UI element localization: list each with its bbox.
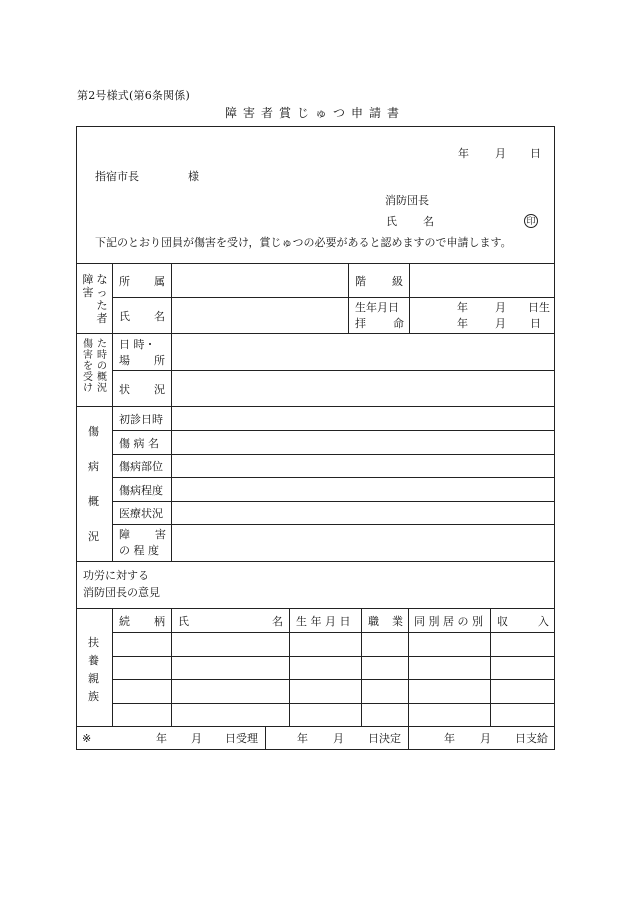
situation-label: 状 況	[119, 382, 165, 396]
decided-year: 年	[297, 732, 308, 745]
disability-label-2: の 程 度	[119, 544, 159, 557]
condition-vert-1: 傷	[88, 425, 99, 438]
opinion-label-2: 消防団長の意見	[83, 586, 160, 599]
appointment-month-label: 月	[495, 317, 506, 330]
first-visit-label: 初診日時	[119, 412, 163, 426]
circumstance-label-col1: 傷害を受け	[83, 339, 93, 394]
disease-level-label: 傷病程度	[119, 483, 163, 497]
injured-section-label-col1: 障害	[82, 273, 94, 299]
rank-label: 階 級	[355, 274, 403, 288]
condition-vert-2: 病	[88, 460, 99, 473]
birth-date-label: 生年月日	[355, 301, 399, 314]
page-title: 障害者賞じゅつ申請書	[224, 106, 405, 120]
disease-name-label: 傷 病 名	[119, 436, 159, 450]
decided-day: 日決定	[368, 732, 401, 745]
form-number: 第2号様式(第6条関係)	[77, 89, 190, 102]
appointment-label-1: 拝	[355, 317, 366, 330]
affiliation-label: 所 属	[119, 274, 165, 288]
seal-icon: 印	[524, 214, 538, 228]
relation-header: 続 柄	[119, 614, 165, 628]
applicant-name-label-2: 名	[423, 215, 434, 228]
medical-status-label: 医療状況	[119, 507, 163, 520]
paid-month: 月	[480, 732, 491, 745]
condition-vert-3: 概	[88, 495, 99, 508]
addressee: 指宿市長	[95, 170, 139, 183]
name-label: 氏 名	[119, 309, 165, 323]
honorific: 様	[188, 170, 199, 183]
dependent-birth-header: 生 年 月 日	[296, 614, 351, 628]
appointment-year-label: 年	[457, 317, 468, 330]
injured-section-label-col2: なった者	[96, 273, 108, 325]
received-year: 年	[156, 732, 167, 745]
date-year-label: 年	[458, 147, 469, 160]
applicant-title: 消防団長	[385, 194, 429, 207]
dependent-name-header: 氏 名	[178, 614, 283, 628]
decided-month: 月	[333, 732, 344, 745]
applicant-name-label: 氏	[386, 215, 397, 228]
dependents-vert-4: 族	[88, 690, 99, 703]
place-label: 場 所	[119, 354, 165, 367]
birth-year-label: 年	[457, 301, 468, 314]
received-day: 日受理	[225, 732, 258, 745]
disability-label-1b: 害	[155, 528, 166, 541]
disability-label-1a: 障	[119, 528, 130, 541]
dependents-vert-2: 養	[88, 654, 99, 667]
birth-day-label: 日生	[528, 301, 550, 314]
statement: 下記のとおり団員が傷害を受け，賞じゅつの必要があると認めますので申請します。	[95, 236, 512, 249]
dependents-vert-3: 親	[88, 672, 99, 685]
birth-month-label: 月	[495, 301, 506, 314]
date-day-label: 日	[530, 147, 541, 160]
date-month-label: 月	[495, 147, 506, 160]
circumstance-label-col2: た時の概況	[97, 339, 107, 394]
occupation-header: 職 業	[368, 614, 403, 628]
paid-day: 日支給	[515, 732, 548, 745]
appointment-day-label: 日	[530, 317, 541, 330]
received-month: 月	[191, 732, 202, 745]
datetime-label: 日 時・	[119, 338, 156, 351]
living-status-header: 同 別 居 の 別	[414, 614, 483, 628]
condition-vert-4: 況	[88, 530, 99, 543]
disease-part-label: 傷病部位	[119, 460, 163, 473]
dependents-vert-1: 扶	[88, 636, 99, 649]
paid-year: 年	[444, 732, 455, 745]
income-header: 収 入	[497, 614, 549, 628]
opinion-label-1: 功労に対する	[83, 569, 149, 582]
appointment-label-2: 命	[393, 317, 404, 330]
office-use-mark: ※	[82, 732, 92, 745]
application-form	[76, 126, 555, 750]
